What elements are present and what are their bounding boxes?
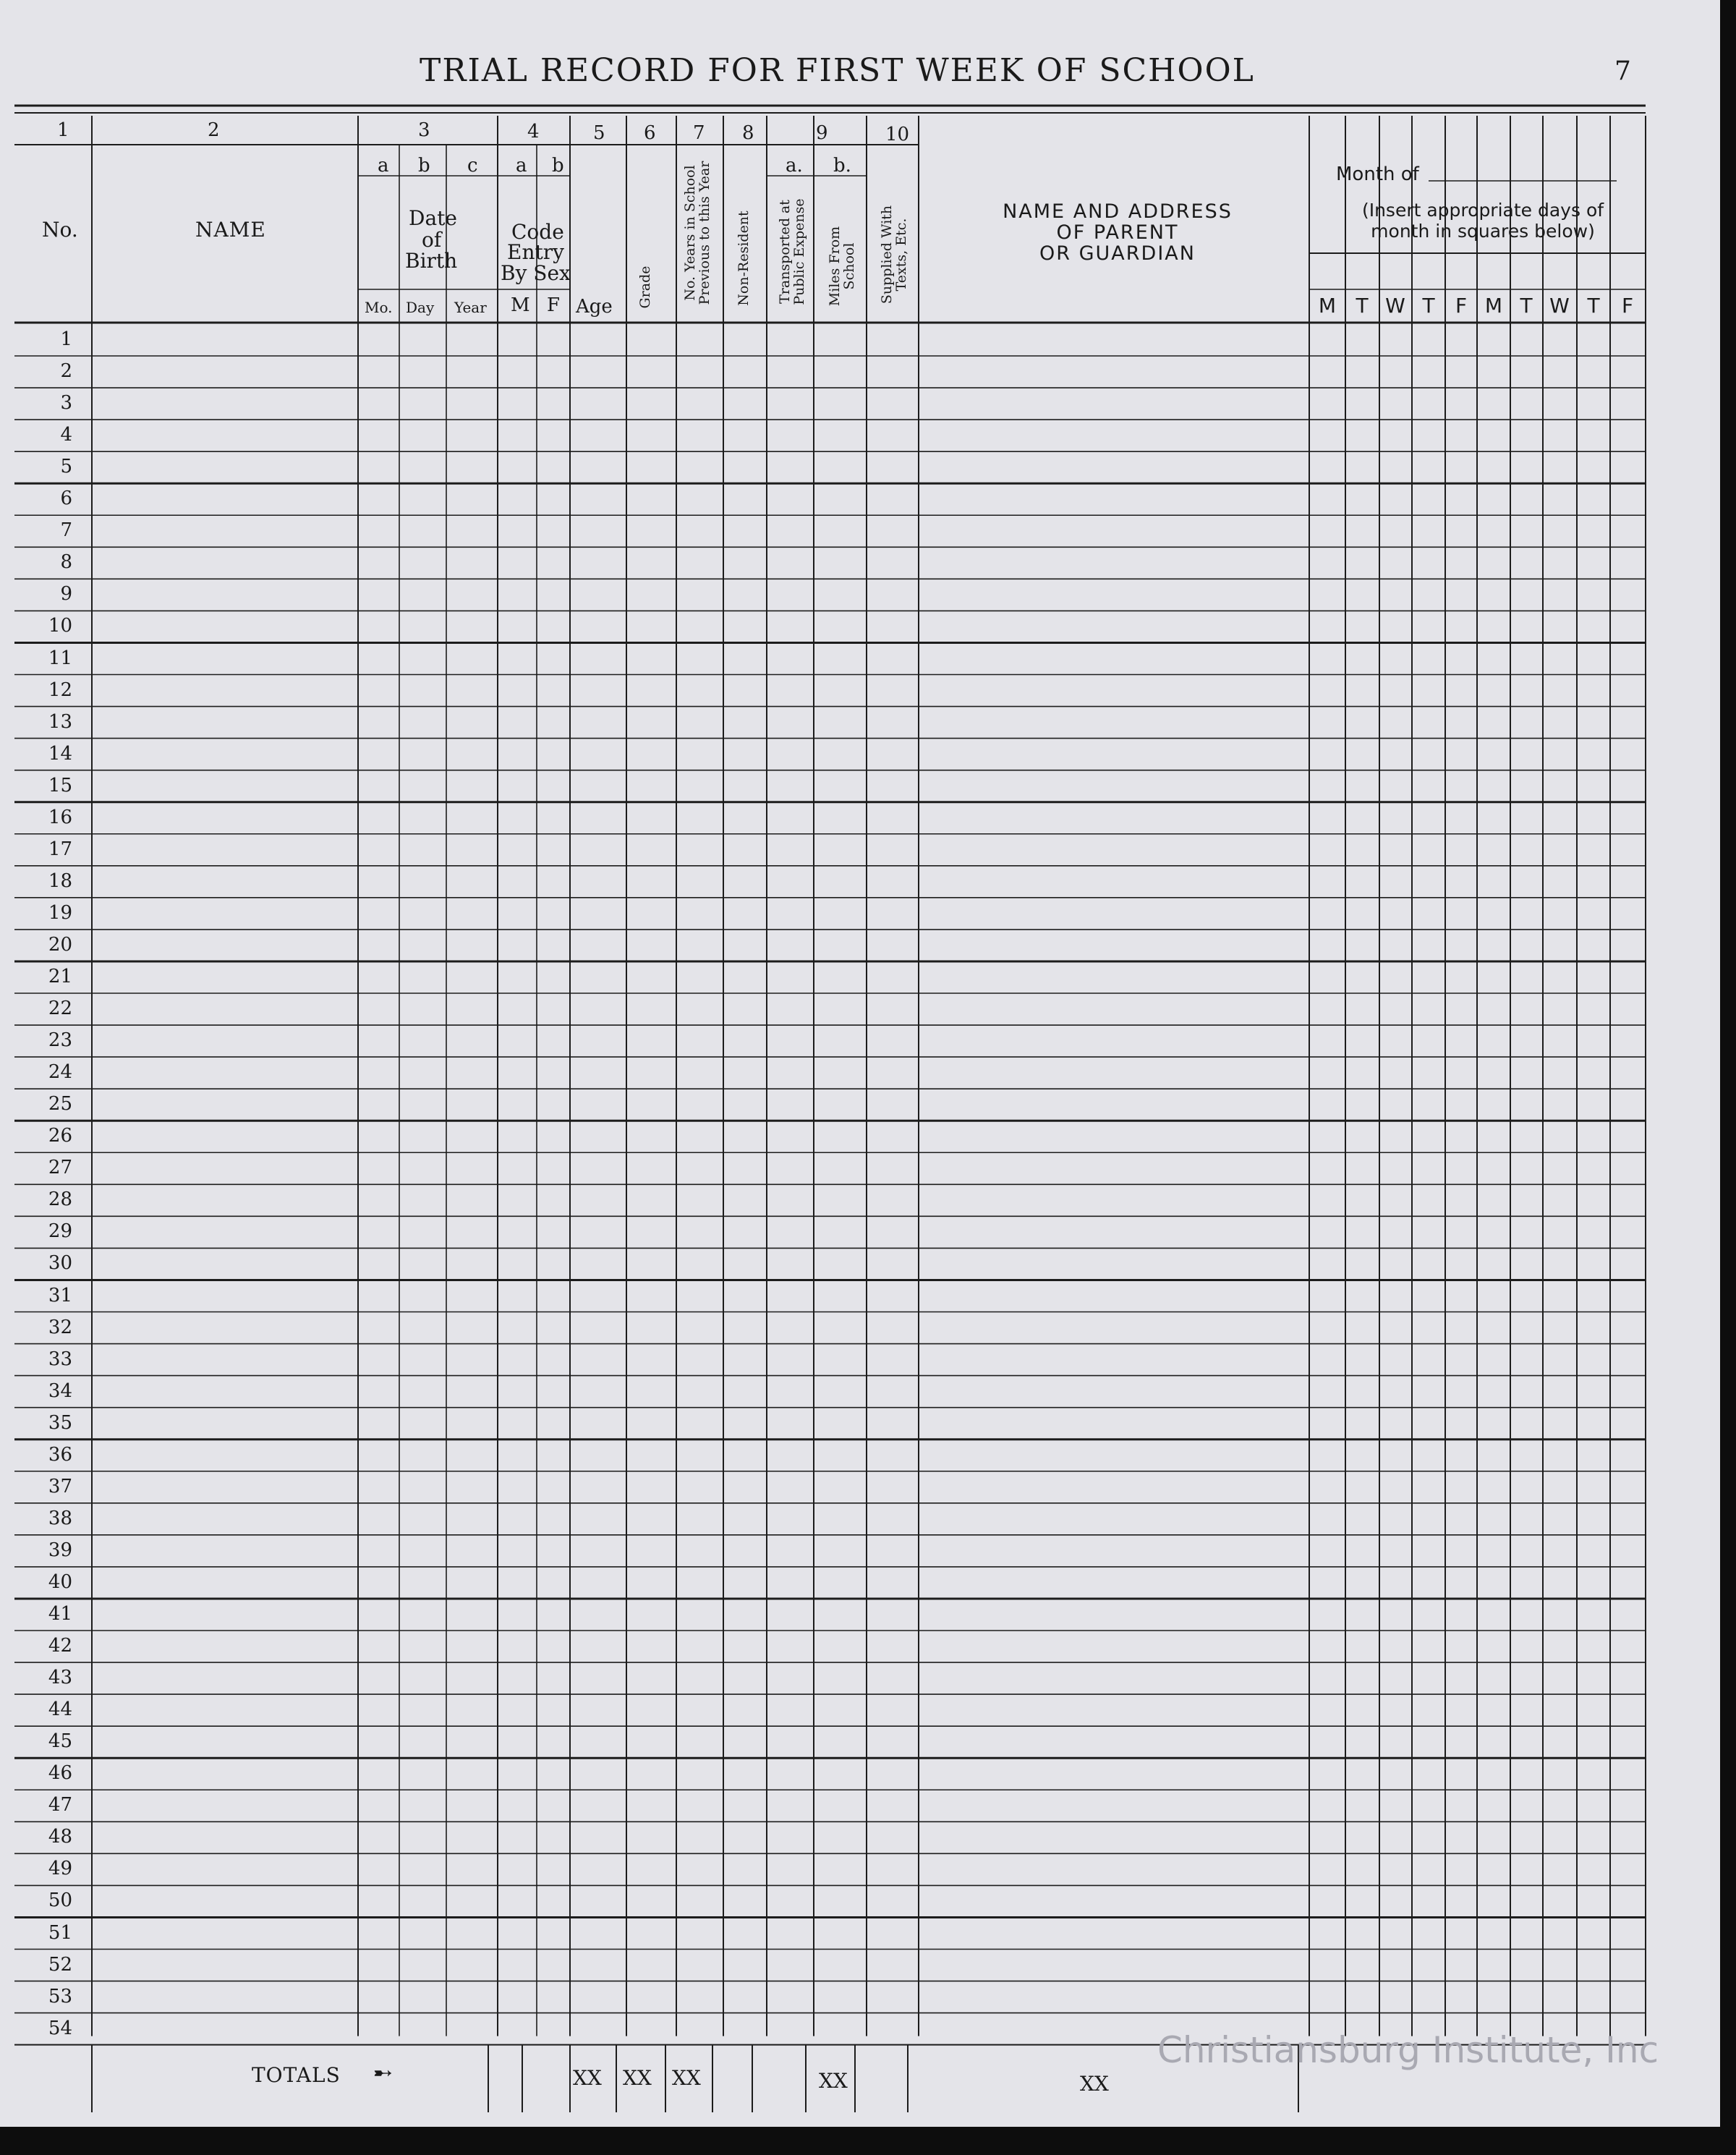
row-number: 51	[48, 1921, 72, 1944]
totals-label: TOTALS	[252, 2063, 341, 2087]
dob-a-label: a	[378, 155, 389, 177]
row-number: 18	[48, 870, 72, 892]
parent-heading-line2: OF PARENT	[1056, 221, 1179, 244]
row-number: 53	[48, 1985, 72, 2007]
row-number: 16	[48, 806, 72, 828]
page-title: TRIAL RECORD FOR FIRST WEEK OF SCHOOL	[420, 52, 1255, 89]
supplied-with-texts-heading: Supplied With Texts, Etc.	[879, 205, 909, 305]
column-9b-label: b.	[833, 155, 851, 177]
code-b-label: b	[552, 155, 564, 177]
row-number: 20	[48, 933, 72, 956]
row-number: 44	[48, 1699, 72, 1721]
row-number: 28	[48, 1189, 72, 1211]
grade-heading: Grade	[637, 265, 653, 309]
row-number: 22	[48, 998, 72, 1020]
dob-heading-line3: Birth	[405, 249, 458, 273]
weekday-header: W	[1385, 294, 1405, 318]
code-heading-line3: By Sex	[501, 261, 571, 285]
row-number: 10	[48, 615, 72, 637]
row-number: 41	[48, 1603, 72, 1625]
totals-grade: XX	[623, 2066, 652, 2090]
row-number: 2	[60, 360, 72, 383]
weekday-header: T	[1587, 294, 1600, 318]
parent-guardian-heading	[984, 201, 1251, 264]
weekday-header: T	[1356, 294, 1369, 318]
weekday-header: M	[1484, 294, 1503, 318]
totals-age: XX	[573, 2066, 602, 2090]
age-heading: Age	[576, 296, 613, 318]
code-a-label: a	[516, 155, 527, 177]
row-number: 5	[60, 456, 72, 478]
code-heading-line1: Code	[511, 220, 564, 244]
name-heading: NAME	[195, 218, 266, 242]
row-number: 46	[48, 1762, 72, 1785]
row-number: 47	[48, 1794, 72, 1816]
non-resident-heading: Non-Resident	[736, 211, 752, 306]
weekday-header: F	[1621, 294, 1634, 318]
row-number: 52	[48, 1953, 72, 1976]
row-number: 48	[48, 1826, 72, 1848]
insert-days-instruction	[1316, 200, 1649, 242]
row-number: 25	[48, 1093, 72, 1115]
dob-day-label: Day	[406, 299, 435, 316]
number-heading: No.	[42, 218, 78, 242]
row-number: 38	[48, 1507, 72, 1529]
row-number: 40	[48, 1570, 72, 1593]
dob-b-label: b	[418, 155, 430, 177]
row-number: 37	[48, 1475, 72, 1497]
row-number: 3	[60, 392, 72, 415]
page-number: 7	[1614, 56, 1631, 86]
row-number: 31	[48, 1284, 72, 1306]
row-number: 6	[60, 488, 72, 510]
row-number: 49	[48, 1858, 72, 1880]
row-number: 45	[48, 1730, 72, 1753]
row-number: 32	[48, 1316, 72, 1338]
row-number: 35	[48, 1411, 72, 1434]
row-number: 9	[60, 583, 72, 605]
row-number: 15	[48, 774, 72, 796]
weekday-header: M	[1318, 294, 1337, 318]
row-number: 29	[48, 1220, 72, 1243]
row-number: 23	[48, 1029, 72, 1052]
dob-heading-line1: Date	[409, 206, 457, 230]
dob-month-label: Mo.	[365, 299, 393, 316]
row-number: 30	[48, 1252, 72, 1275]
row-number: 42	[48, 1635, 72, 1657]
totals-miles: XX	[819, 2069, 848, 2093]
column-number-1: 1	[57, 119, 69, 141]
column-number-7: 7	[693, 122, 705, 144]
row-number: 34	[48, 1380, 72, 1402]
column-number-2: 2	[208, 119, 220, 141]
code-male-label: M	[511, 294, 530, 316]
row-number: 33	[48, 1348, 72, 1370]
dob-c-label: c	[467, 155, 478, 177]
row-number: 17	[48, 838, 72, 860]
row-number: 11	[48, 647, 72, 669]
month-of-label: Month of	[1336, 163, 1419, 185]
parent-heading-line3: OR GUARDIAN	[1039, 242, 1196, 265]
weekday-header: W	[1549, 294, 1570, 318]
watermark: Christiansburg Institute, Inc	[1157, 2029, 1659, 2071]
row-number: 39	[48, 1539, 72, 1561]
row-number: 19	[48, 901, 72, 924]
totals-arrow-icon: ➸	[373, 2059, 393, 2086]
column-number-9: 9	[816, 122, 828, 144]
column-number-10: 10	[885, 124, 910, 145]
dob-year-label: Year	[454, 299, 487, 316]
miles-from-school-heading: Miles From School	[827, 226, 857, 307]
row-number: 4	[60, 424, 72, 446]
column-number-4: 4	[527, 121, 540, 143]
column-number-3: 3	[418, 119, 430, 141]
column-number-6: 6	[644, 122, 656, 144]
row-number: 27	[48, 1157, 72, 1179]
row-number: 36	[48, 1443, 72, 1466]
row-number: 50	[48, 1890, 72, 1912]
insert-line2: month in squares below)	[1371, 221, 1595, 242]
row-number: 12	[48, 679, 72, 701]
code-female-label: F	[547, 294, 561, 316]
row-number: 7	[60, 519, 72, 542]
column-number-5: 5	[593, 122, 605, 144]
totals-parent: XX	[1080, 2072, 1109, 2096]
totals-years: XX	[672, 2066, 701, 2090]
insert-line1: (Insert appropriate days of	[1361, 200, 1604, 221]
code-heading-line2: Entry	[507, 240, 564, 264]
row-number: 1	[60, 328, 72, 350]
weekday-header: T	[1520, 294, 1533, 318]
row-number: 26	[48, 1125, 72, 1147]
weekday-header: T	[1422, 294, 1435, 318]
dob-heading-line2: of	[422, 228, 442, 252]
weekday-header: F	[1455, 294, 1468, 318]
parent-heading-line1: NAME AND ADDRESS	[1003, 200, 1233, 223]
row-number: 13	[48, 710, 72, 733]
column-number-8: 8	[742, 122, 754, 144]
row-number: 43	[48, 1667, 72, 1689]
row-number: 8	[60, 551, 72, 574]
transported-heading: Transported at Public Expense	[777, 198, 807, 305]
column-9a-label: a.	[786, 155, 803, 177]
row-number: 54	[48, 2017, 72, 2039]
row-number: 24	[48, 1061, 72, 1084]
years-in-school-heading: No. Years in School Previous to this Year	[682, 161, 712, 305]
row-number: 14	[48, 742, 72, 765]
row-number: 21	[48, 966, 72, 987]
